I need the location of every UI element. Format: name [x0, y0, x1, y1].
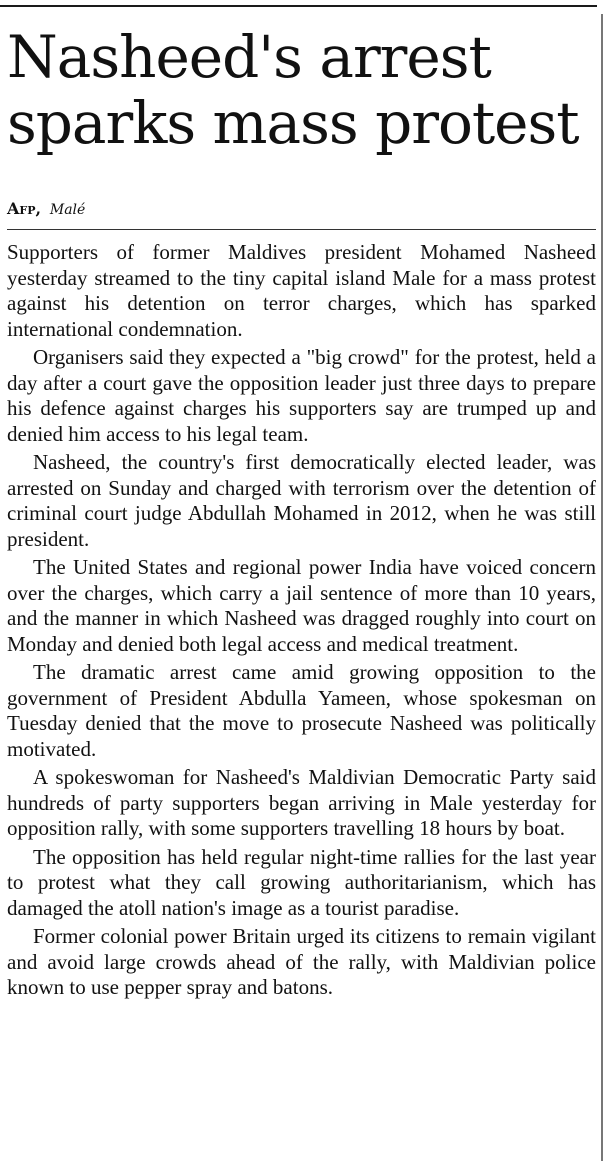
article-paragraph-2: Organisers said they expected a "big crowd" for the protest, held a day after a court gave the opposition leader just three days to prepare his defence against charges his supporters say are trumped up and denied him access to his legal team. — [7, 345, 596, 446]
byline-rule-divider — [7, 229, 596, 230]
article-paragraph-7: The opposition has held regular night-time rallies for the last year to protest what they call growing authoritarianism, which has damaged the atoll nation's image as a tourist paradise. — [7, 844, 596, 920]
article-headline — [7, 24, 597, 156]
headline-line-1: Nasheed's arrest — [7, 23, 491, 91]
byline-agency: Afp, — [7, 199, 42, 218]
column-divider-line — [601, 14, 603, 1161]
top-border-line — [0, 5, 597, 7]
byline — [7, 199, 85, 220]
article-paragraph-5: The dramatic arrest came amid growing opposition to the government of President Abdulla Yameen, whose spokesman on Tuesday denied that the move to prosecute Nasheed was politically motivated. — [7, 660, 596, 761]
article-body — [7, 240, 596, 1004]
article-paragraph-3: Nasheed, the country's first democratically elected leader, was arrested on Sunday and charged with terrorism over the detention of criminal court judge Abdullah Mohamed in 2012, when he was still president. — [7, 450, 596, 551]
byline-dateline: Malé — [49, 202, 86, 218]
article-paragraph-6: A spokeswoman for Nasheed's Maldivian Democratic Party said hundreds of party supporters began arriving in Male yesterday for opposition rally, with some supporters travelling 18 hours by boat. — [7, 765, 596, 840]
article-paragraph-8: Former colonial power Britain urged its citizens to remain vigilant and avoid large crowds ahead of the rally, with Maldivian police known to use pepper spray and batons. — [7, 924, 596, 999]
headline-line-2: sparks mass protest — [7, 89, 579, 157]
article-paragraph-4: The United States and regional power India have voiced concern over the charges, which carry a jail sentence of more than 10 years, and the manner in which Nasheed was dragged roughly into court on Monday and denied both legal access and medical treatment. — [7, 555, 596, 656]
article-paragraph-1: Supporters of former Maldives president Mohamed Nasheed yesterday streamed to the tiny capital island Male for a mass protest against his detention on terror charges, which has sparked international condemnation. — [7, 240, 596, 341]
